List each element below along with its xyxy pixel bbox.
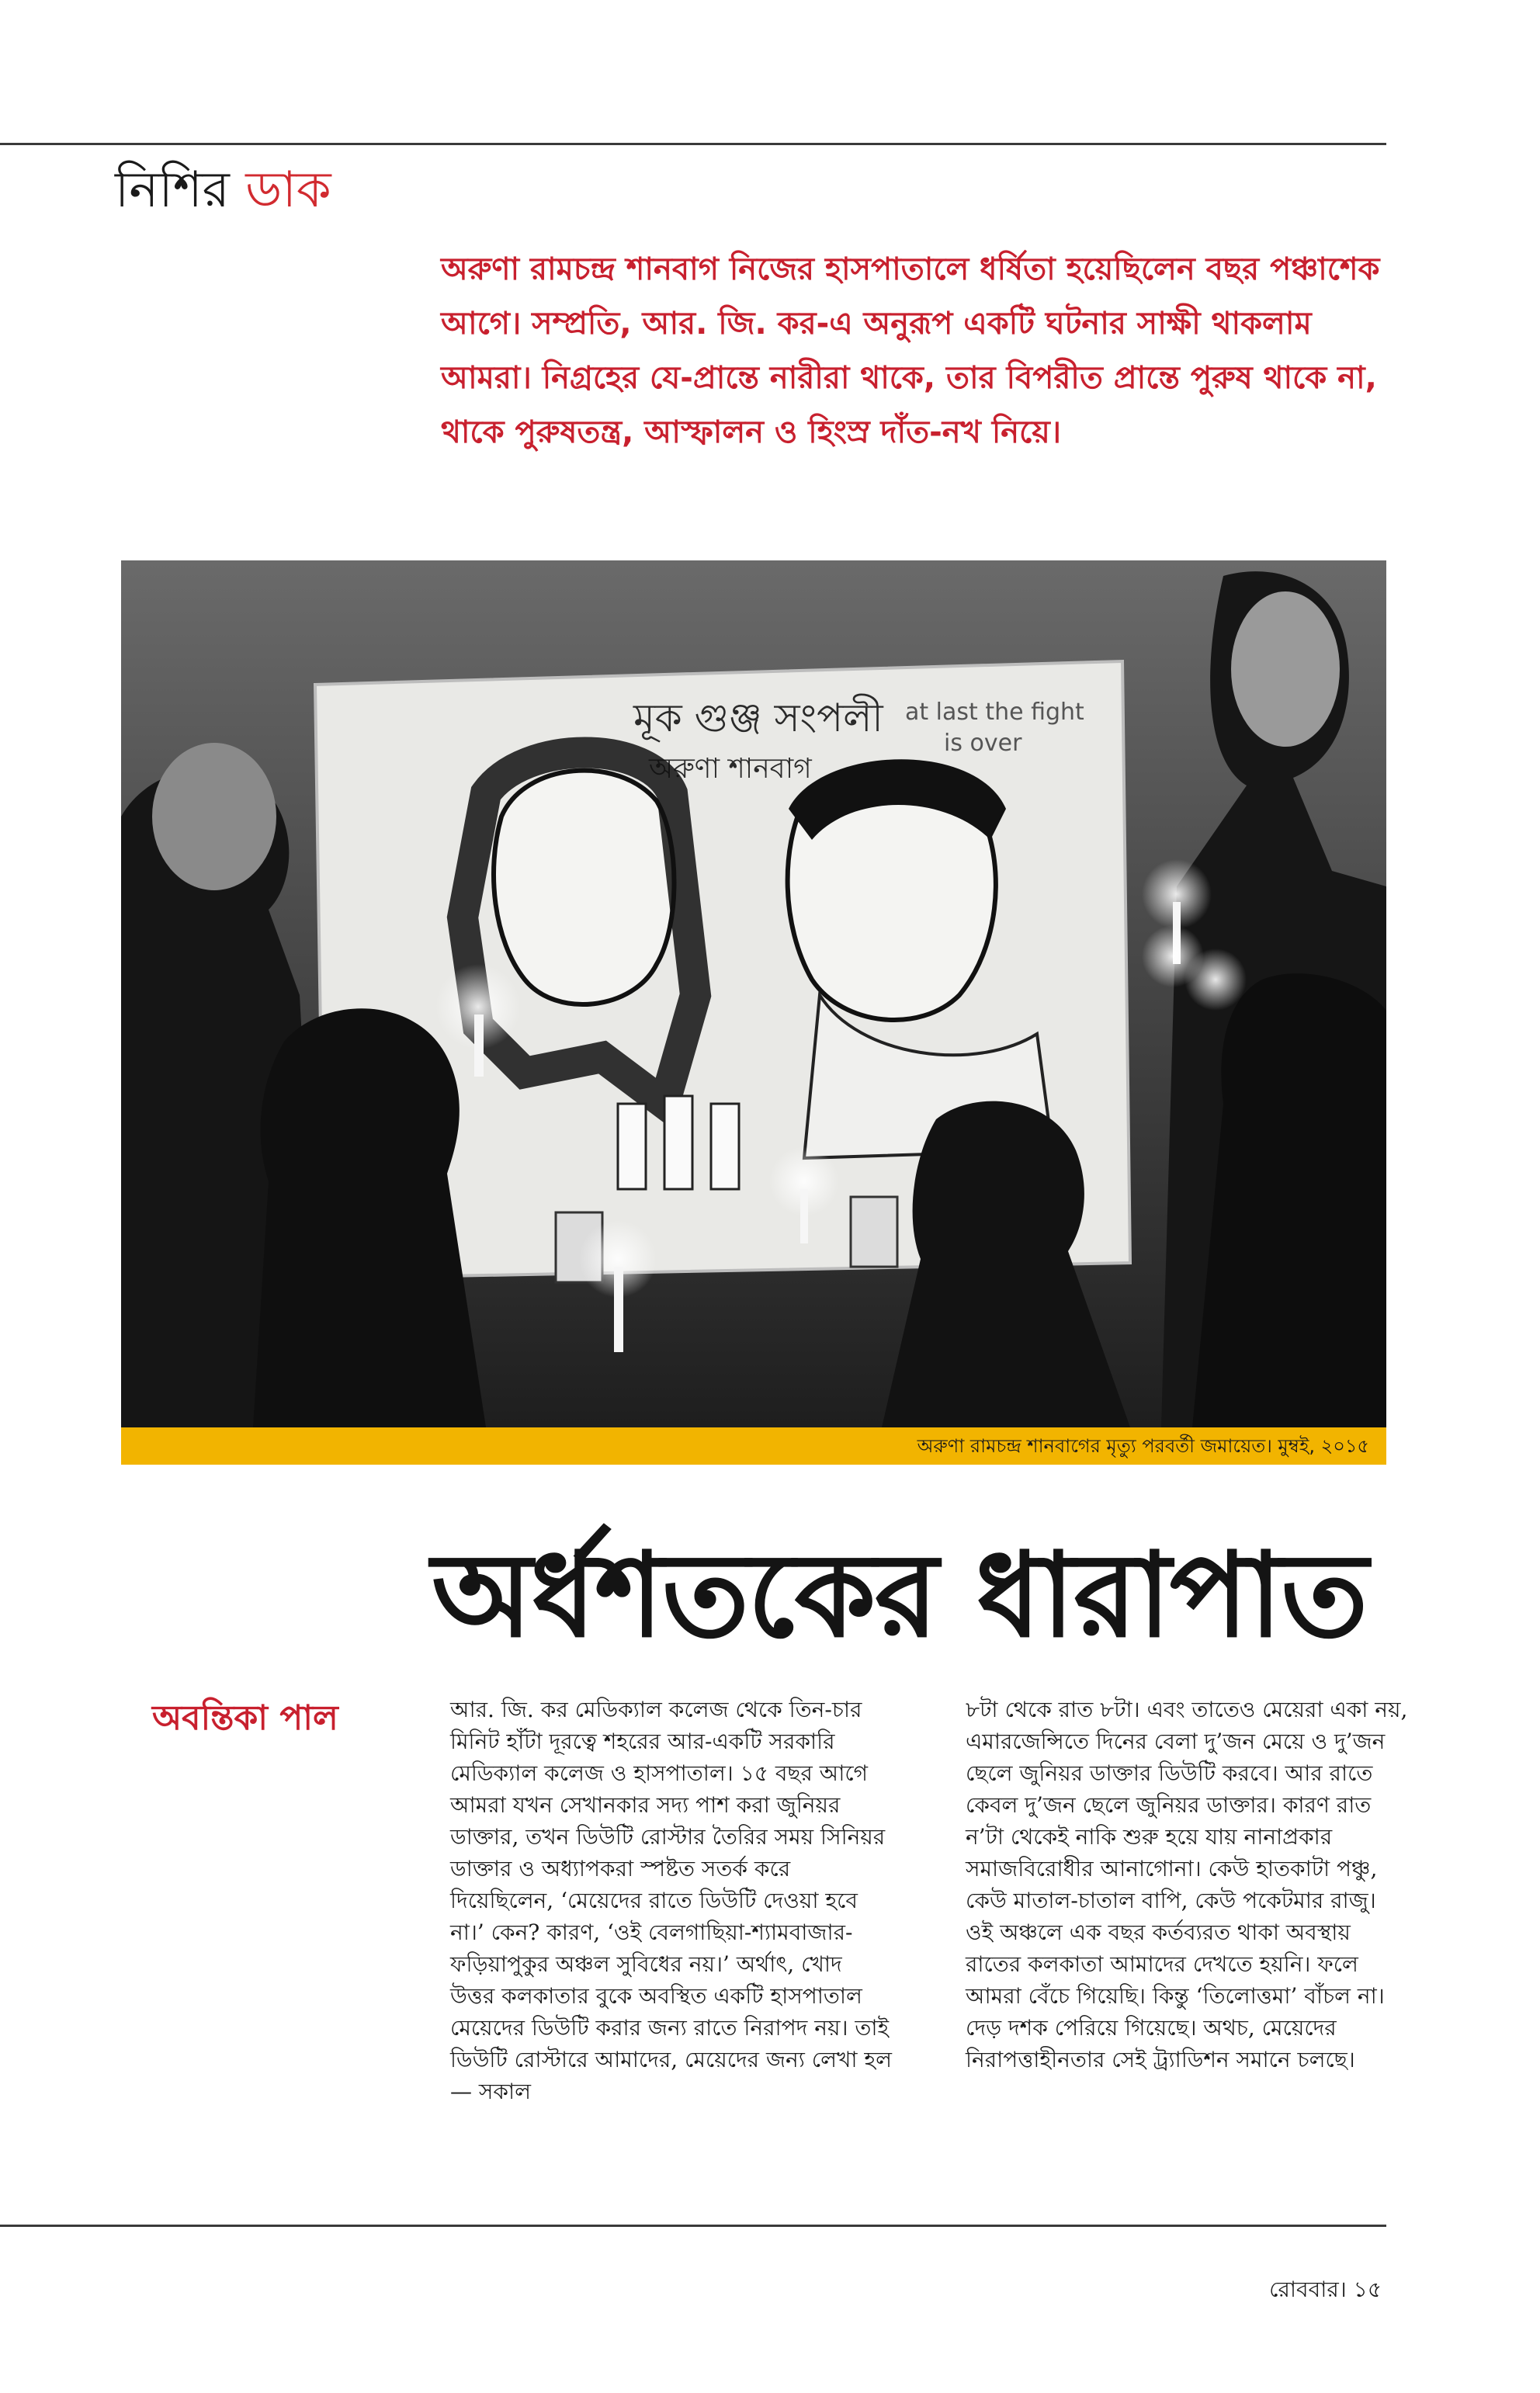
- body-column-2: ৮টা থেকে রাত ৮টা। এবং তাতেও মেয়েরা একা নয়, এমারজেন্সিতে দিনের বেলা দু’জন মেয়ে ও দু’জন ছেলে জুনিয়র ডাক্তার ডিউটি করবে। আর রাতে কেবল দু’জন ছেলে জুনিয়র ডাক্তার। কারণ রাত ন’টা থেকেই নাকি শুরু হয়ে যায় নানাপ্রকার সমাজবিরোধীর আনাগোনা। কেউ হাতকাটা পঞ্চু, কেউ মাতাল-চাতাল বাপি, কেউ পকেটমার রাজু। ওই অঞ্চলে এক বছর কর্তব্যরত থাকা অবস্থায় রাতের কলকাতা আমাদের দেখতে হয়নি। ফলে আমরা বেঁচে গিয়েছি। কিন্তু ‘তিলোত্তমা’ বাঁচল না। দেড় দশক পেরিয়ে গিয়েছে। অথচ, মেয়েদের নিরাপত্তাহীনতার সেই ট্র্যাডিশন সমানে চলছে।: [966, 1697, 1408, 2072]
- person-silhouette-front: [253, 1008, 486, 1427]
- headline: অর্ধশতকের ধারাপাত: [432, 1527, 1367, 1663]
- painted-candle: [664, 1096, 692, 1189]
- board-clip: [851, 1197, 897, 1267]
- top-rule: [0, 143, 1386, 145]
- painted-candle: [618, 1104, 646, 1189]
- caption-bar: [121, 1427, 1386, 1465]
- board-text-1: মূক গুঞ্জ সংপলী: [633, 695, 883, 740]
- candle: [474, 1014, 484, 1077]
- candle-glow: [1184, 949, 1247, 1011]
- painted-face-left: [494, 771, 675, 1004]
- person-face-right: [1231, 591, 1340, 747]
- board-text-3: at last the fight: [905, 699, 1084, 726]
- section-title-word-2: ডাক: [245, 161, 331, 219]
- section-title-word-1: নিশির: [115, 161, 230, 219]
- article-photo: [121, 560, 1386, 1427]
- candle: [614, 1267, 623, 1352]
- byline: অবন্তিকা পাল: [152, 1698, 338, 1738]
- photo-illustration: [121, 560, 1386, 1427]
- section-title: [115, 155, 331, 225]
- page-folio: রোববার। ১৫: [1269, 2277, 1382, 2302]
- person-face-left: [152, 743, 276, 890]
- body-column-1: আর. জি. কর মেডিক্যাল কলেজ থেকে তিন-চার মিনিট হাঁটা দূরত্বে শহরের আর-একটি সরকারি মেডিক্যাল কলেজ ও হাসপাতাল। ১৫ বছর আগে আমরা যখন সেখানকার সদ্য পাশ করা জুনিয়র ডাক্তার, তখন ডিউটি রোস্টার তৈরির সময় সিনিয়র ডাক্তার ও অধ্যাপকরা স্পষ্টত সতর্ক করে দিয়েছিলেন, ‘মেয়েদের রাতে ডিউটি দেওয়া হবে না।’ কেন? কারণ, ‘ওই বেলগাছিয়া-শ্যামবাজার-ফড়িয়াপুকুর অঞ্চল সুবিধের নয়।’ অর্থাৎ, খোদ উত্তর কলকাতার বুকে অবস্থিত একটি হাসপাতাল মেয়েদের ডিউটি করার জন্য রাতে নিরাপদ নয়। তাই ডিউটি রোস্টারে আমাদের, মেয়েদের জন্য লেখা হল— সকাল: [450, 1697, 892, 2104]
- board-text-4: is over: [944, 730, 1022, 757]
- standfirst: অরুণা রামচন্দ্র শানবাগ নিজের হাসপাতালে ধর্ষিতা হয়েছিলেন বছর পঞ্চাশেক আগে। সম্প্রতি, আর. জি. কর-এ অনুরূপ একটি ঘটনার সাক্ষী থাকলাম আমরা। নিগ্রহের যে-প্রান্তে নারীরা থাকে, তার বিপরীত প্রান্তে পুরুষ থাকে না, থাকে পুরুষতন্ত্র, আস্ফালন ও হিংস্র দাঁত-নখ নিয়ে।: [441, 251, 1380, 450]
- painted-candle: [711, 1104, 739, 1189]
- photo-caption: অরুণা রামচন্দ্র শানবাগের মৃত্যু পরবর্তী জমায়েত। মুম্বই, ২০১৫: [917, 1435, 1369, 1457]
- board-text-2: অরুণা শানবাগ: [649, 753, 812, 785]
- bottom-rule: [0, 2225, 1386, 2227]
- candle: [800, 1189, 808, 1243]
